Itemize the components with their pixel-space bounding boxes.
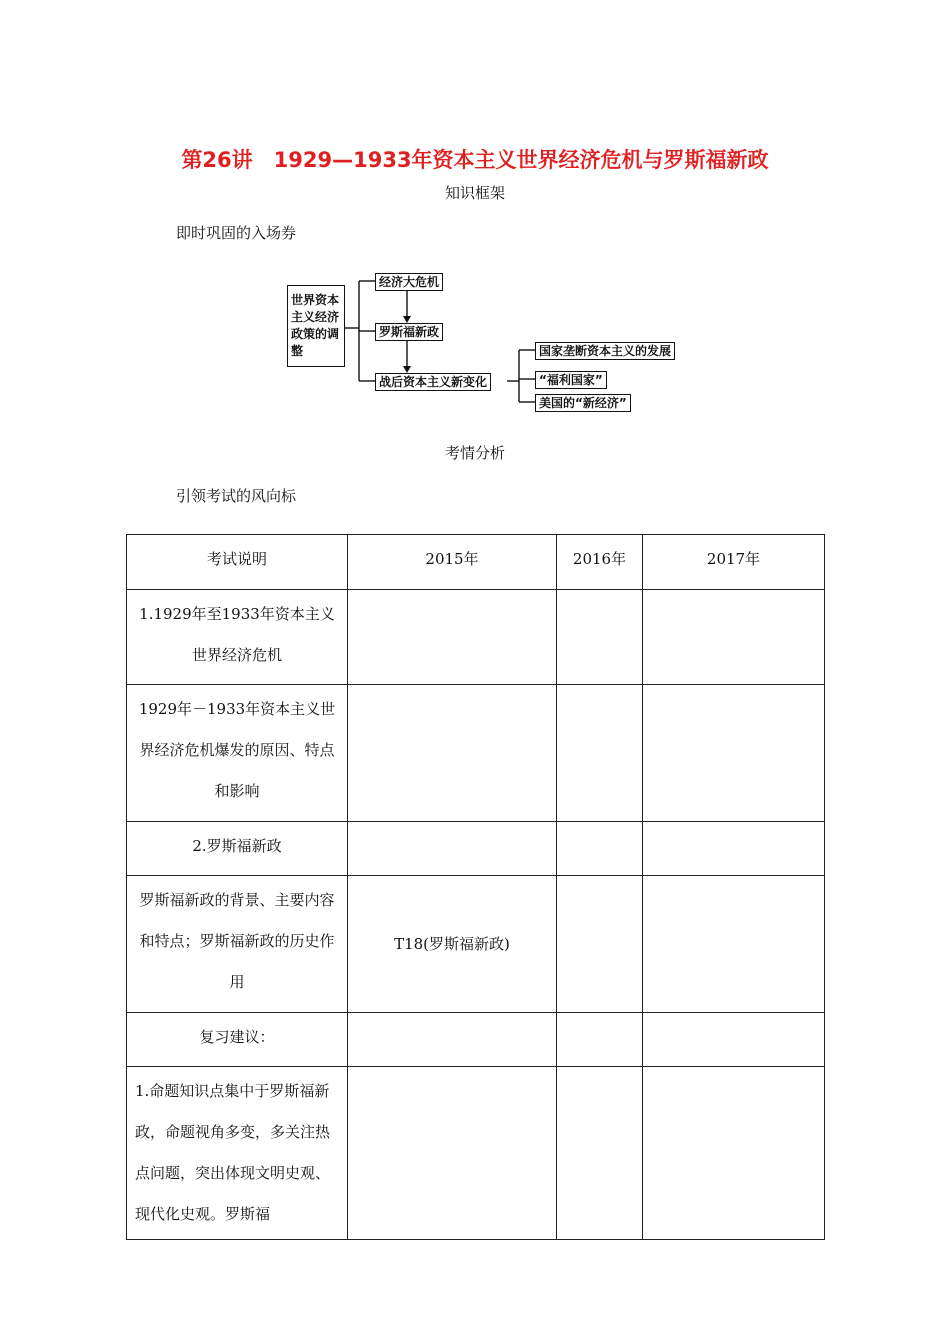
page-title: 第26讲 1929—1933年资本主义世界经济危机与罗斯福新政 xyxy=(181,148,769,172)
table-cell: 1.1929年至1933年资本主义世界经济危机 xyxy=(127,590,348,685)
table-row xyxy=(127,876,825,1013)
table-cell: T18(罗斯福新政) xyxy=(348,876,557,1013)
table-cell: 罗斯福新政的背景、主要内容和特点；罗斯福新政的历史作用 xyxy=(127,876,348,1013)
table-cell: 2.罗斯福新政 xyxy=(127,822,348,876)
table-cell xyxy=(557,822,643,876)
table-cell xyxy=(643,1013,825,1067)
diagram-root-node: 世界资本主义经济政策的调整 xyxy=(287,285,345,367)
diagram-branch-new-economy: 美国的“新经济” xyxy=(535,394,631,412)
table-cell: 1929年－1933年资本主义世界经济危机爆发的原因、特点和影响 xyxy=(127,685,348,822)
table-cell xyxy=(557,685,643,822)
table-cell xyxy=(643,685,825,822)
diagram-branch-state-monopoly: 国家垄断资本主义的发展 xyxy=(535,342,675,360)
diagram-branch-welfare-state: “福利国家” xyxy=(535,371,607,389)
table-cell xyxy=(348,1067,557,1240)
table-row xyxy=(127,1067,825,1240)
diagram-node-new-deal: 罗斯福新政 xyxy=(375,323,443,341)
table-cell xyxy=(557,1013,643,1067)
table-row xyxy=(127,590,825,685)
table-cell xyxy=(348,590,557,685)
table-cell xyxy=(348,1013,557,1067)
table-cell: 复习建议： xyxy=(127,1013,348,1067)
table-cell xyxy=(643,590,825,685)
table-cell xyxy=(643,876,825,1013)
header-2017: 2017年 xyxy=(643,535,825,590)
table-cell: 1.命题知识点集中于罗斯福新政，命题视角多变，多关注热点问题，突出体现文明史观、现代化史观。罗斯福 xyxy=(127,1067,348,1240)
table-cell xyxy=(348,822,557,876)
header-exam-description: 考试说明 xyxy=(127,535,348,590)
table-row xyxy=(127,822,825,876)
subheading-entry: 即时巩固的入场券 xyxy=(176,224,297,242)
exam-analysis-table xyxy=(126,534,825,1240)
table-cell xyxy=(557,1067,643,1240)
table-cell xyxy=(557,590,643,685)
table-row xyxy=(127,1013,825,1067)
header-2015: 2015年 xyxy=(348,535,557,590)
diagram-node-postwar-changes: 战后资本主义新变化 xyxy=(375,373,491,391)
diagram-node-economic-crisis: 经济大危机 xyxy=(375,273,443,291)
table-header-row xyxy=(127,535,825,590)
table-cell xyxy=(557,876,643,1013)
table-cell xyxy=(643,1067,825,1240)
table-cell xyxy=(643,822,825,876)
table-row xyxy=(127,685,825,822)
header-2016: 2016年 xyxy=(557,535,643,590)
knowledge-framework-diagram xyxy=(285,268,705,418)
section-heading-framework: 知识框架 xyxy=(444,184,505,202)
table-cell xyxy=(348,685,557,822)
subheading-exam-trend: 引领考试的风向标 xyxy=(176,487,297,505)
section-heading-analysis: 考情分析 xyxy=(444,444,505,462)
